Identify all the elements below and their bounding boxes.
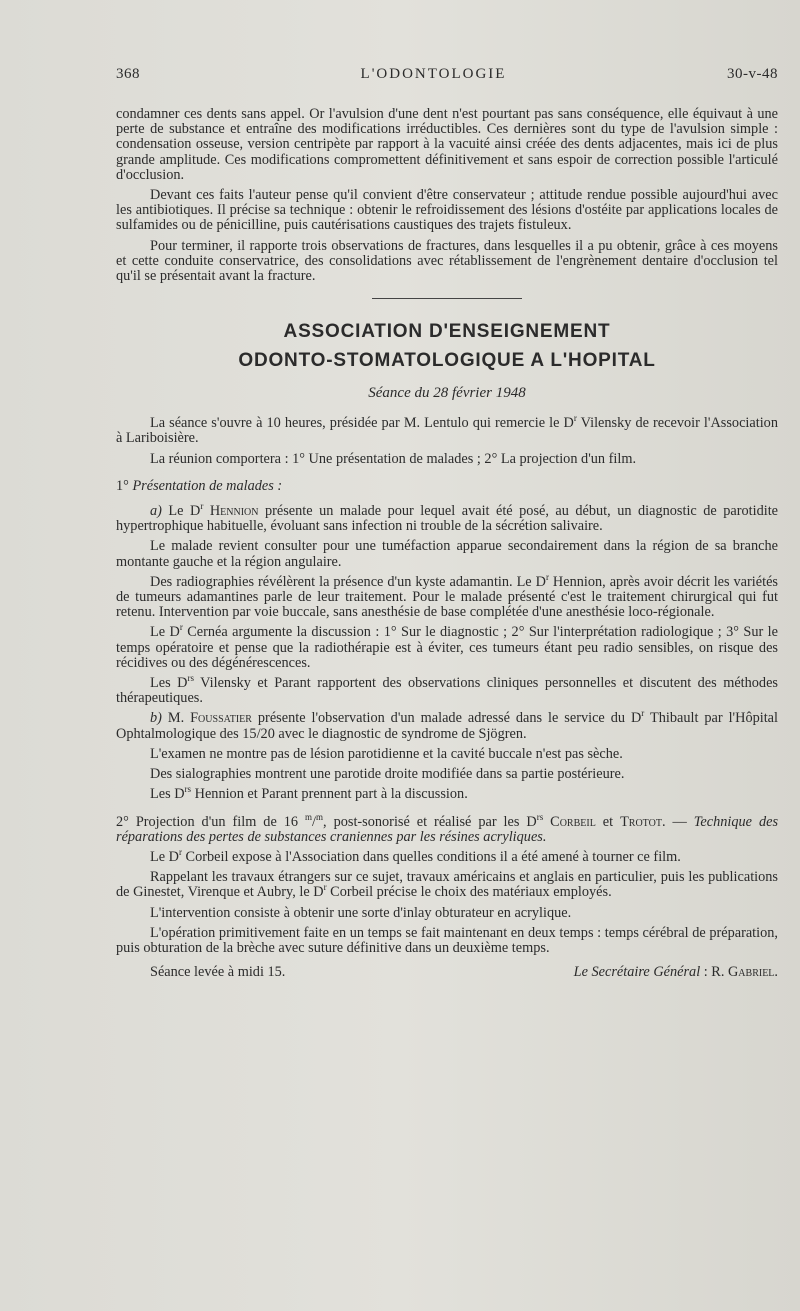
intro-paragraph-1: condamner ces dents sans appel. Or l'avulsion d'une dent n'est pourtant pas sans conséquence, elle équivaut à une perte de substance et entraîne des modifications irréductibles. Ces dernières sont du type de l'avulsion simple : condensation osseuse, version centripète par rapport à la vacuité ainsi créée des dents adjacentes, mais ici de plus grande amplitude. Ces modifications compromettent définitivement et sans espoir de correction possible l'articulé d'occlusion.: [116, 106, 778, 183]
page-number: 368: [116, 66, 140, 82]
section-2-paragraph-2: Le $D^r$ Corbeil expose à l'Association dans quelles conditions il a été amené à tourner ce film.: [150, 847, 681, 865]
section-2-paragraph-1: 2° Projection d'un film de 16 $^m$/$^m$, post-sonorisé et réalisé par les $D^{rs}$ Corbeil et Trotot. — Technique des réparations des pertes de substances craniennes par les résines acryliques.: [116, 811, 779, 845]
intro-paragraph-2: Devant ces faits l'auteur pense qu'il convient d'être conservateur ; attitude rendue possible aujourd'hui avec les antibiotiques. Il précise sa technique : obtenir le refroidissement des lésions d'ostéite par applications locales de sulfamides ou de pénicilline, puis cautérisations caustiques des trajets fistuleux.: [116, 187, 778, 234]
section-1-heading: 1° Présentation de malades :: [116, 477, 283, 494]
signature: Le Secrétaire Général : R. Gabriel.: [573, 964, 778, 981]
association-heading-line-2: ODONTO-STOMATOLOGIQUE A L'HOPITAL: [238, 350, 656, 372]
section-2-paragraph-4: L'intervention consiste à obtenir une sorte d'inlay obturateur en acrylique.: [150, 904, 572, 921]
intro-paragraph-3: Pour terminer, il rapporte trois observations de fractures, dans lesquelles il a pu obtenir, grâce à ces moyens et cette conduite conservatrice, des consolidations avec rétablissement de l'engrènement dentaire d'occlusion tel qu'il se présentait avant la fracture.: [116, 237, 778, 285]
section-1a-paragraph-2: Le malade revient consulter pour une tuméfaction apparue secondairement dans la région de sa branche montante gauche et la région angulaire.: [116, 538, 778, 570]
journal-title: L'ODONTOLOGIE: [360, 66, 507, 82]
section-1b-paragraph-1: b) M. Foussatier présente l'observation d'un malade adressé dans le service du $D^r$ Thibault par l'Hôpital Ophtalmologique des 15/20 avec le diagnostic de syndrome de Sjögren.: [116, 708, 778, 742]
closing-line: [116, 964, 778, 981]
section-2-paragraph-3: Rappelant les travaux étrangers sur ce sujet, travaux américains et anglais en particulier, puis les publications de Ginestet, Virenque et Aubry, le $D^r$ Corbeil précise le choix des matériaux employés.: [116, 869, 778, 901]
opening-paragraph-1: La séance s'ouvre à 10 heures, présidée par M. Lentulo qui remercie le $D^r$ Vilensky de recevoir l'Association à Lariboisière.: [116, 413, 778, 447]
section-divider: [372, 298, 522, 299]
section-1a-paragraph-4: Le $D^r$ Cernéa argumente la discussion : 1° Sur le diagnostic ; 2° Sur l'interprétation radiologique ; 3° Sur le temps opératoire et pense que la radiothérapie est à éviter, ces tumeurs étant peu radio sensibles, on risque des récidives ou des dégénérescences.: [116, 622, 779, 671]
seance-date: Séance du 28 février 1948: [368, 385, 526, 402]
section-1a-paragraph-3: Des radiographies révélèrent la présence d'un kyste adamantin. Le $D^r$ Hennion, après avoir décrit les variétés de tumeurs adamantines parle de leur traitement. Pour le malade présenté c'est le traitement chirurgical qui fut retenu. Intervention par voie buccale, sans anesthésie de base complétée d'une anesthésie loco-régionale.: [116, 572, 778, 621]
section-1a-paragraph-1: a) Le $D^r$ Hennion présente un malade pour lequel avait été posé, au début, un diagnostic de parotidite hypertrophique habituelle, évoluant sans infection ni trouble de la sécrétion salivaire.: [116, 501, 779, 535]
association-heading-line-1: ASSOCIATION D'ENSEIGNEMENT: [283, 321, 611, 343]
section-2-paragraph-5: L'opération primitivement faite en un temps se fait maintenant en deux temps : temps cérébral de préparation, puis obturation de la brèche avec suture définitive dans un deuxième temps.: [116, 924, 778, 956]
page-header: [116, 66, 778, 83]
opening-paragraph-2: La réunion comportera : 1° Une présentation de malades ; 2° La projection d'un film.: [150, 450, 637, 467]
seance-closed: Séance levée à midi 15.: [150, 964, 286, 981]
section-1b-paragraph-3: Des sialographies montrent une parotide droite modifiée dans sa partie postérieure.: [150, 766, 625, 783]
issue-date: 30-v-48: [727, 66, 778, 82]
section-1a-paragraph-5: Les $D^{rs}$ Vilensky et Parant rapportent des observations cliniques personnelles et discutent des méthodes thérapeutiques.: [116, 673, 778, 707]
section-1b-paragraph-4: Les $D^{rs}$ Hennion et Parant prennent part à la discussion.: [150, 784, 468, 803]
section-1b-paragraph-2: L'examen ne montre pas de lésion parotidienne et la cavité buccale n'est pas sèche.: [150, 745, 623, 762]
association-heading: [116, 317, 778, 375]
